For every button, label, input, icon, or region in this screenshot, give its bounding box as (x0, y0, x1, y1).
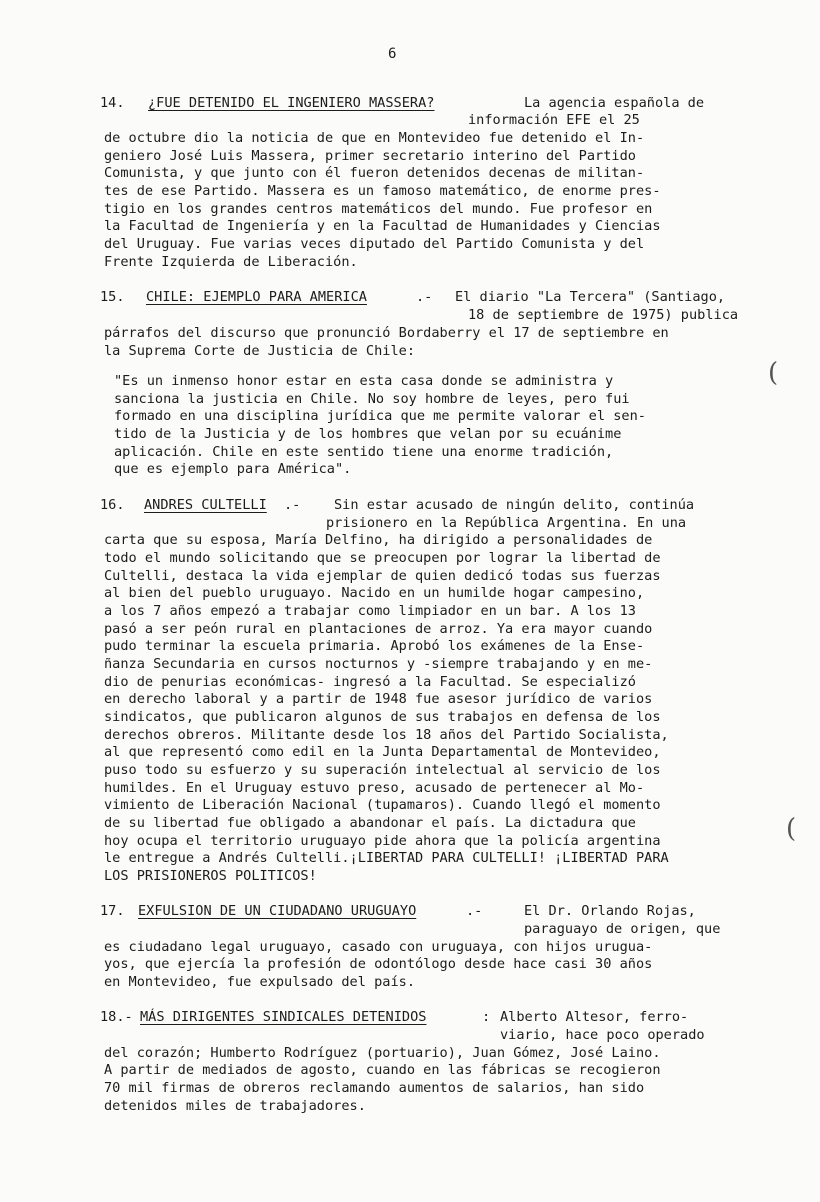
item-18-line: Alberto Altesor, ferro- (500, 1009, 689, 1025)
item-14-line: tigio en los grandes centros matemáticos del mundo. Fue profesor en (104, 201, 653, 217)
item-16-line: pasó a ser peón rural en plantaciones de arroz. Ya era mayor cuando (104, 621, 653, 637)
item-18-heading-suffix: : (482, 1009, 491, 1025)
item-17-line: yos, que ejercía la profesión de odontólogo desde hace casi 30 años (104, 956, 653, 972)
page-number: 6 (388, 46, 397, 62)
item-15-quote-line: tido de la Justicia y de los hombres que velan por su ecuánime (114, 426, 622, 442)
item-14-line: del Uruguay. Fue varias veces diputado del Partido Comunista y del (104, 236, 645, 252)
item-14-line: Frente Izquierda de Liberación. (104, 254, 358, 270)
item-16-line: todo el mundo solicitando que se preocupen por lograr la libertad de (104, 550, 661, 566)
item-16-line: humildes. En el Uruguay estuvo preso, acusado de pertenecer al Mo- (104, 780, 645, 796)
item-17-line: El Dr. Orlando Rojas, (524, 903, 696, 919)
item-16-line: al que representó como edil en la Junta Departamental de Montevideo, (104, 744, 661, 760)
item-16-heading-suffix: .- (284, 497, 301, 513)
item-16-line: en derecho laboral y a partir de 1948 fue asesor jurídico de varios (104, 691, 653, 707)
item-18-heading: MÁS DIRIGENTES SINDICALES DETENIDOS (140, 1009, 427, 1025)
item-14-heading: ¿FUE DETENIDO EL INGENIERO MASSERA? (148, 95, 435, 111)
item-15-heading-suffix: .- (416, 289, 433, 305)
item-16-line: Sin estar acusado de ningún delito, continúa (334, 497, 695, 513)
item-14-number: 14. (100, 95, 125, 111)
item-15-quote-line: aplicación. Chile en este sentido tiene una enorme tradición, (114, 444, 614, 460)
item-16-line: al bien del pueblo uruguayo. Nacido en un humilde hogar campesino, (104, 585, 645, 601)
item-16-number: 16. (100, 497, 125, 513)
item-14-line: La agencia española de (524, 95, 705, 111)
item-16-line: derechos obreros. Militante desde los 18 años del Partido Socialista, (104, 727, 669, 743)
item-16-line: dio de penurias económicas- ingresó a la Facultad. Se especializó (104, 674, 636, 690)
item-16-line: LOS PRISIONEROS POLITICOS! (104, 868, 317, 884)
item-16-line: vimiento de Liberación Nacional (tupamaros). Cuando llegó el momento (104, 797, 661, 813)
item-14-line: Comunista, y que junto con él fueron detenidos decenas de militan- (104, 165, 645, 181)
item-14-line: geniero José Luis Massera, primer secretario interino del Partido (104, 148, 636, 164)
item-16-line: pudo terminar la escuela primaria. Aprobó los exámenes de la Ense- (104, 638, 645, 654)
margin-scan-mark: ( (768, 358, 779, 388)
item-18-line: viario, hace poco operado (500, 1027, 705, 1043)
item-17-heading-suffix: .- (466, 903, 483, 919)
item-14-line: información EFE el 25 (468, 112, 640, 128)
item-18-number: 18.- (100, 1009, 133, 1025)
margin-scan-mark: ( (786, 814, 797, 844)
item-14-line: la Facultad de Ingeniería y en la Facultad de Humanidades y Ciencias (104, 218, 661, 234)
item-15-quote-line: sanciona la justicia en Chile. No soy hombre de leyes, pero fui (114, 391, 630, 407)
item-17-heading: EXFULSION DE UN CIUDADANO URUGUAYO (138, 903, 417, 919)
item-15-line: El diario "La Tercera" (Santiago, (455, 289, 726, 305)
item-17-line: paraguayo de origen, que (524, 921, 721, 937)
item-16-line: de su libertad fue obligado a abandonar el país. La dictadura que (104, 815, 636, 831)
item-16-line: carta que su esposa, María Delfino, ha dirigido a personalidades de (104, 532, 653, 548)
item-15-quote-line: que es ejemplo para América". (114, 461, 352, 477)
item-17-line: es ciudadano legal uruguayo, casado con uruguaya, con hijos urugua- (104, 939, 653, 955)
item-15-number: 15. (100, 289, 125, 305)
item-15-line: párrafos del discurso que pronunció Bordaberry el 17 de septiembre en (104, 325, 669, 341)
item-16-line: hoy ocupa el territorio uruguayo pide ahora que la policía argentina (104, 833, 661, 849)
item-15-line: 18 de septiembre de 1975) publica (468, 307, 739, 323)
item-16-heading: ANDRES CULTELLI (144, 497, 267, 513)
item-18-line: 70 mil firmas de obreros reclamando aumentos de salarios, han sido (104, 1080, 645, 1096)
item-16-line: puso todo su esfuerzo y su superación intelectual al servicio de los (104, 762, 661, 778)
item-16-line: ñanza Secundaria en cursos nocturnos y -siempre trabajando y en me- (104, 656, 653, 672)
item-16-line: prisionero en la República Argentina. En una (326, 515, 687, 531)
item-14-line: tes de ese Partido. Massera es un famoso matemático, de enorme pres- (104, 183, 661, 199)
item-15-heading: CHILE: EJEMPLO PARA AMERICA (146, 289, 367, 305)
item-17-number: 17. (100, 903, 125, 919)
item-16-line: le entregue a Andrés Cultelli.¡LIBERTAD PARA CULTELLI! ¡LIBERTAD PARA (104, 850, 669, 866)
item-18-line: detenidos miles de trabajadores. (104, 1098, 366, 1114)
item-14-line: de octubre dio la noticia de que en Montevideo fue detenido el In- (104, 130, 645, 146)
item-16-line: a los 7 años empezó a trabajar como limpiador en un bar. A los 13 (104, 603, 636, 619)
item-18-line: A partir de mediados de agosto, cuando en las fábricas se recogieron (104, 1062, 661, 1078)
item-16-line: Cultelli, destaca la vida ejemplar de quien dedicó todas sus fuerzas (104, 568, 661, 584)
item-15-quote-line: "Es un inmenso honor estar en esta casa donde se administra y (114, 373, 614, 389)
item-15-line: la Suprema Corte de Justicia de Chile: (104, 343, 415, 359)
item-17-line: en Montevideo, fue expulsado del país. (104, 974, 415, 990)
item-18-line: del corazón; Humberto Rodríguez (portuario), Juan Gómez, José Laino. (104, 1045, 661, 1061)
item-16-line: sindicatos, que publicaron algunos de sus trabajos en defensa de los (104, 709, 661, 725)
item-15-quote-line: formado en una disciplina jurídica que me permite valorar el sen- (114, 408, 646, 424)
